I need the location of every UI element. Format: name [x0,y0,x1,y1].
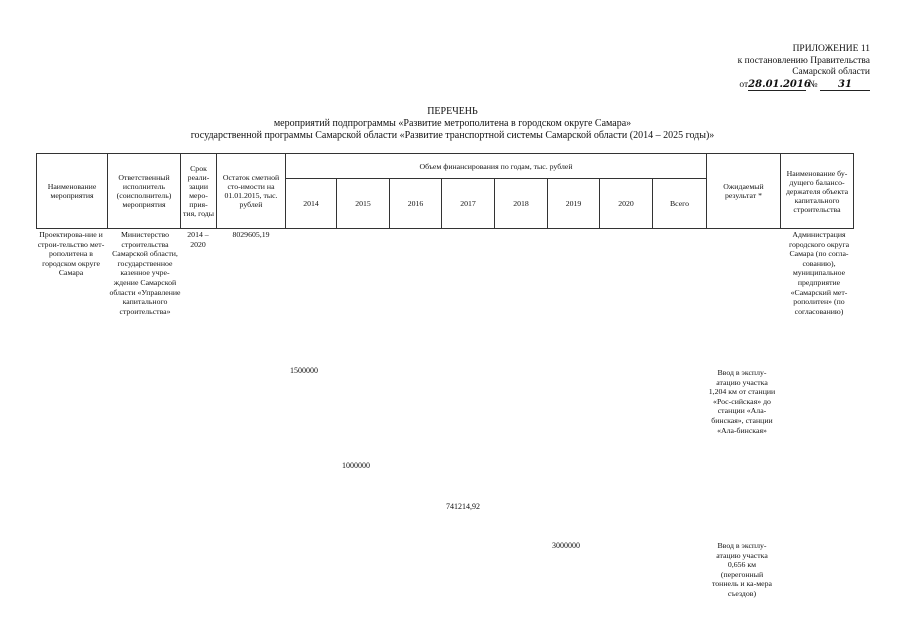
document-subtitle-1: мероприятий подпрограммы «Развитие метрополитена в городском округе Самара» [273,118,632,129]
value-2014: 1500000 [290,366,318,375]
document-title: ПЕРЕЧЕНЬ [427,106,478,117]
handwritten-date: 28.01.2016 [748,78,811,90]
col-header-financing: Объем финансирования по годам, тыс. рублей [286,154,707,179]
col-header-year: 2014 [286,179,337,229]
col-header-name: Наименование мероприятия [37,154,108,229]
appendix-date-line [700,79,870,92]
col-header-year: 2020 [600,179,653,229]
row-responsible: Министерство строительства Самарской области, государственное казенное учре-ждение Самарской области «Управление капитального строительства» [109,230,181,316]
col-header-remainder: Остаток сметной сто-имости на 01.01.2015, тыс. рублей [217,154,286,229]
col-header-year: 2017 [442,179,495,229]
col-header-year: 2016 [390,179,442,229]
document-subtitle-2: государственной программы Самарской области «Развитие транспортной системы Самарской области (2014 – 2025 годы)» [190,130,715,141]
col-header-result: Ожидаемый результат * [707,154,781,229]
col-header-year: 2018 [495,179,548,229]
appendix-region-line: Самарской области [792,67,870,77]
expected-result-2: Ввод в эксплу-атацию участка 0,656 км (перегонный тоннель и ка-мера съездов) [711,541,772,598]
col-header-total: Всего [653,179,707,229]
measures-table-header [36,153,854,229]
col-header-holder: Наименование бу-дущего балансо-держателя объекта капитального строительства [781,154,854,229]
row-period: 2014 – 2020 [187,230,209,249]
row-measure-name: Проектирова-ние и строи-тельство мет-рополитена в городском округе Самара [37,230,105,278]
row-remainder: 8029605,19 [232,230,270,239]
col-header-year: 2015 [337,179,390,229]
row-balance-holder: Администрация городского округа Самара (по согла-сованию), муниципальное предприятие «Самарский мет-рополитен» (по согласованию) [788,230,850,316]
value-2015: 1000000 [342,461,370,470]
date-prefix: от [739,79,749,90]
number-prefix: № [808,79,818,90]
col-header-year: 2019 [548,179,600,229]
appendix-header [700,44,870,91]
handwritten-number: 31 [820,79,870,92]
expected-result-1: Ввод в эксплу-атацию участка 1,204 км от станции «Рос-сийская» до станции «Ала-бинская», станции «Ала-бинская» [708,368,776,435]
appendix-decree-line: к постановлению Правительства [737,55,870,66]
col-header-responsible: Ответственный исполнитель (соисполнитель) мероприятия [108,154,181,229]
appendix-title: ПРИЛОЖЕНИЕ 11 [792,44,870,54]
value-2017: 741214,92 [446,502,480,511]
col-header-period: Срок реали-зации меро-прия-тия, годы [181,154,217,229]
value-2019: 3000000 [552,541,580,550]
